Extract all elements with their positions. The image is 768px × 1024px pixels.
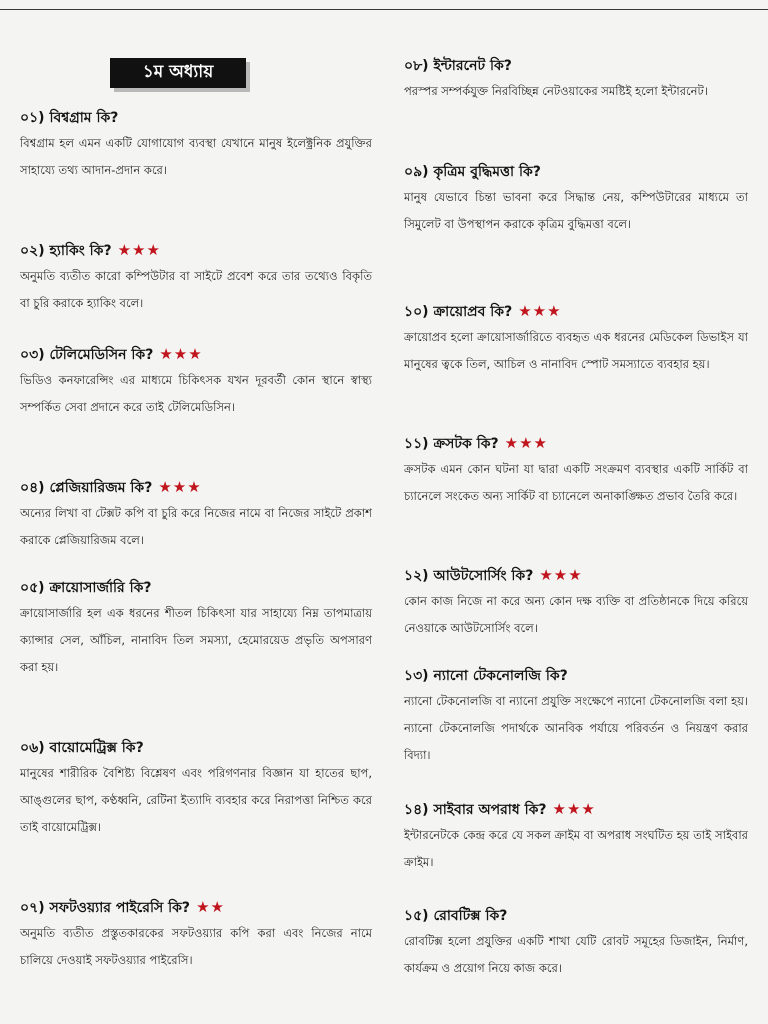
- qa-item-03: [20, 343, 372, 421]
- question: ০৫) ক্রায়োসার্জারি কি?: [20, 580, 152, 596]
- answer: বিশ্বগ্রাম হল এমন একটি যোগাযোগ ব্যবস্থা যেখানে মানুষ ইলেক্ট্রনিক প্রযুক্তির সাহায্যে তথ্য আদান-প্রদান করে।: [20, 136, 372, 177]
- answer: ক্রসটক এমন কোন ঘটনা যা দ্বারা একটি সংক্রমণ ব্যবস্থার একটি সার্কিট বা চ্যানেলে সংকেত অন্য সার্কিট বা চ্যানেলে অনাকাঙ্ক্ষিত প্রভাব তৈরি করে।: [404, 462, 748, 503]
- qa-item-07: [20, 896, 372, 974]
- question: ১৩) ন্যানো টেকনোলজি কি?: [404, 668, 568, 684]
- qa-item-15: [404, 904, 748, 982]
- qa-item-12: [404, 564, 748, 642]
- qa-item-13: [404, 664, 748, 769]
- answer: ইন্টারনেটকে কেন্দ্র করে যে সকল ক্রাইম বা অপরাধ সংঘটিত হয় তাই সাইবার ক্রাইম।: [404, 828, 748, 869]
- qa-item-04: [20, 476, 372, 554]
- question: ১০) ক্রায়োপ্রব কি? ★★★: [404, 302, 562, 320]
- importance-stars: ★★★: [159, 345, 203, 363]
- importance-stars: ★★★: [552, 800, 596, 818]
- qa-item-11: [404, 432, 748, 510]
- answer: অনুমতি ব্যতীত কারো কম্পিউটার বা সাইটে প্রবেশ করে তার তথ্যেও বিকৃতি বা চুরি করাকে হ্যাকিং বলে।: [20, 269, 372, 310]
- answer: ক্রায়োপ্রব হলো ক্রায়োসার্জারিতে ব্যবহৃত এক ধরনের মেডিকেল ডিভাইস যা মানুষের ত্বকে তিল, আচিল ও নানাবিদ স্পোট সমস্যাতে ব্যবহার হয়।: [404, 330, 748, 371]
- question: ১৪) সাইবার অপরাধ কি? ★★★: [404, 800, 596, 818]
- question: ০৭) সফটওয়্যার পাইরেসি কি? ★★: [20, 898, 225, 916]
- qa-item-14: [404, 798, 748, 876]
- answer: অন্যের লিখা বা টেক্সট কপি বা চুরি করে নিজের নামে বা নিজের সাইটে প্রকাশ করাকে প্লেজিয়ারিজম বলে।: [20, 506, 372, 547]
- qa-item-05: [20, 576, 372, 681]
- answer: ক্রায়োসার্জারি হল এক ধরনের শীতল চিকিৎসা যার সাহায্যে নিম্ন তাপমাত্রায় ক্যান্সার সেল, আঁচিল, নানাবিদ তিল সমস্যা, হেমোরয়েড প্রভৃতি অপসারণ করা হয়।: [20, 606, 372, 674]
- qa-item-06: [20, 736, 372, 841]
- question: ১১) ক্রসটক কি? ★★★: [404, 434, 548, 452]
- question: ০৮) ইন্টারনেট কি?: [404, 58, 512, 74]
- answer: রোবটিক্স হলো প্রযুক্তির একটি শাখা যেটি রোবট সমূহের ডিজাইন, নির্মাণ, কার্যক্রম ও প্রয়োগ নিয়ে কাজ করে।: [404, 934, 748, 975]
- qa-item-02: [20, 239, 372, 317]
- question: ০১) বিশ্বগ্রাম কি?: [20, 110, 119, 126]
- answer: ন্যানো টেকনোলজি বা ন্যানো প্রযুক্তি সংক্ষেপে ন্যানো টেকনোলজি বলা হয়। ন্যানো টেকনোলজি পদার্থকে আনবিক পর্যায়ে পরিবর্তন ও নিয়ন্ত্রণ করার বিদ্যা।: [404, 694, 748, 762]
- answer: মানুষ যেভাবে চিন্তা ভাবনা করে সিদ্ধান্ত নেয়, কম্পিউটারের মাধ্যমে তা সিমুলেট বা উপস্থাপন করাকে কৃত্রিম বুদ্ধিমত্তা বলে।: [404, 190, 748, 231]
- answer: ভিডিও কনফারেন্সিং এর মাধ্যমে চিকিৎসক যখন দূরবর্তী কোন স্থানে স্বাস্থ্য সম্পর্কিত সেবা প্রদানে করে তাই টেলিমেডিসিন।: [20, 373, 372, 414]
- answer: পরস্পর সম্পর্কযুক্ত নিরবিচ্ছিন্ন নেটওয়াকের সমষ্টিই হলো ইন্টারনেট।: [404, 84, 708, 98]
- chapter-heading: ১ম অধ্যায়: [110, 58, 246, 88]
- question: ০৩) টেলিমেডিসিন কি? ★★★: [20, 345, 203, 363]
- importance-stars: ★★: [196, 898, 225, 916]
- answer: মানুষের শারীরিক বৈশিষ্ট্য বিশ্লেষণ এবং পরিগণনার বিজ্ঞান যা হাতের ছাপ, আঙ্গুলের ছাপ, কণ্ঠধ্বনি, রেটিনা ইত্যাদি ব্যবহার করে নিরাপত্তা নিশ্চিত করে তাই বায়োমেট্রিক্স।: [20, 766, 372, 834]
- importance-stars: ★★★: [518, 302, 562, 320]
- answer: কোন কাজ নিজে না করে অন্য কোন দক্ষ ব্যক্তি বা প্রতিষ্ঠানকে দিয়ে করিয়ে নেওয়াকে আউটসোর্সিং বলে।: [404, 594, 748, 635]
- question: ০৪) প্লেজিয়ারিজম কি? ★★★: [20, 478, 202, 496]
- importance-stars: ★★★: [117, 241, 161, 259]
- qa-item-09: [404, 160, 748, 238]
- importance-stars: ★★★: [158, 478, 202, 496]
- question: ০২) হ্যাকিং কি? ★★★: [20, 241, 161, 259]
- top-divider: [0, 9, 768, 10]
- answer: অনুমতি ব্যতীত প্রস্তুতকারকের সফটওয়্যার কপি করা এবং নিজের নামে চালিয়ে দেওয়াই সফটওয়্যার পাইরেসি।: [20, 926, 372, 967]
- question: ১২) আউটসোর্সিং কি? ★★★: [404, 566, 583, 584]
- question: ০৯) কৃত্রিম বুদ্ধিমত্তা কি?: [404, 164, 541, 180]
- qa-item-01: [20, 106, 372, 184]
- importance-stars: ★★★: [504, 434, 548, 452]
- question: ০৬) বায়োমেট্রিক্স কি?: [20, 740, 144, 756]
- question: ১৫) রোবটিক্স কি?: [404, 908, 508, 924]
- importance-stars: ★★★: [539, 566, 583, 584]
- qa-item-08: [404, 54, 748, 105]
- qa-item-10: [404, 300, 748, 378]
